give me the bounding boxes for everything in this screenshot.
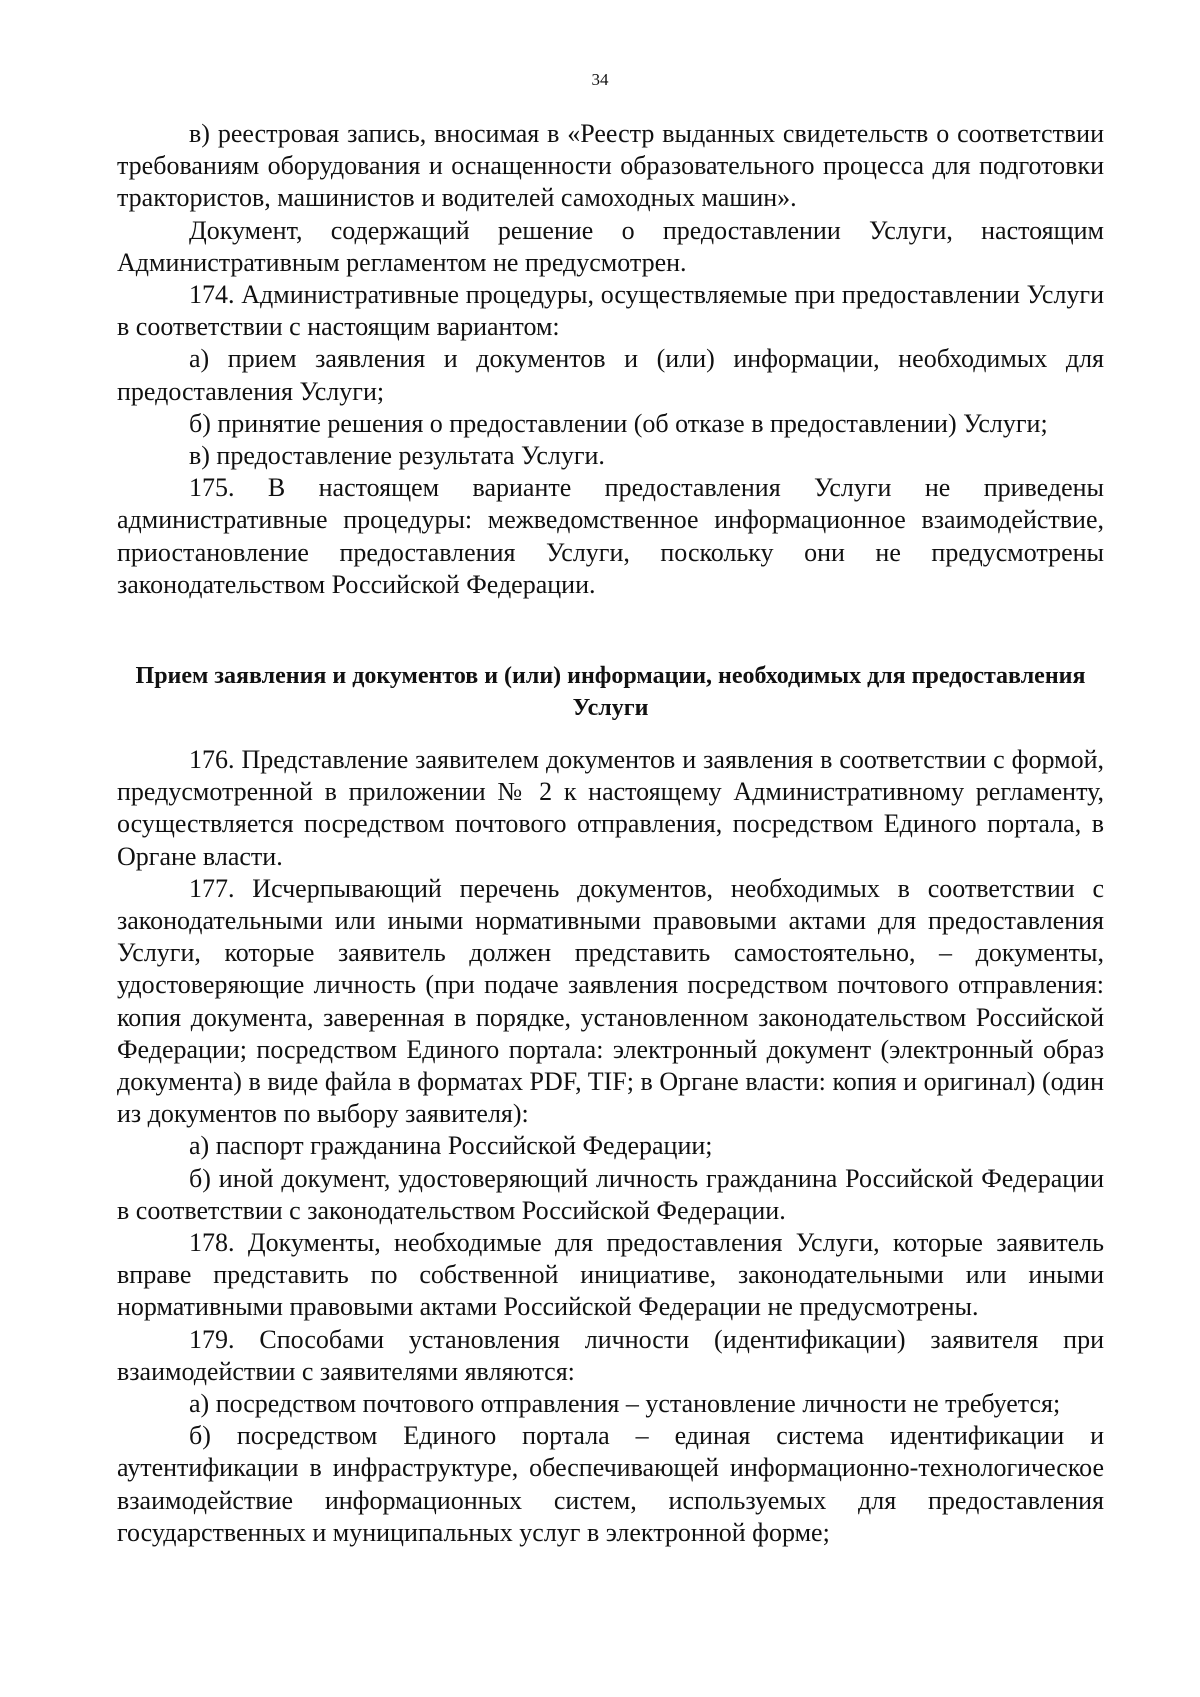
paragraph-178: 178. Документы, необходимые для предоставления Услуги, которые заявитель вправе представить по собственной инициативе, законодательными или иными нормативными правовыми актами Российской Федерации не предусмотрены. <box>117 1228 1104 1322</box>
paragraph-176: 176. Представление заявителем документов и заявления в соответствии с формой, предусмотренной в приложении № 2 к настоящему Административному регламенту, осуществляется посредством почтового отправления, посредством Единого портала, в Органе власти. <box>117 745 1104 871</box>
paragraph-registry-entry: в) реестровая запись, вносимая в «Реестр выданных свидетельств о соответствии требованиям оборудования и оснащенности образовательного процесса для подготовки трактористов, машинистов и водителей самоходных машин». <box>117 119 1104 213</box>
paragraph-175: 175. В настоящем варианте предоставления Услуги не приведены административные процедуры: межведомственное информационное взаимодействие, приостановление предоставления Услуги, поскольку они не предусмотрены законодательством Российской Федерации. <box>117 473 1104 599</box>
page-number: 34 <box>591 70 609 89</box>
list-item-174-a: а) прием заявления и документов и (или) информации, необходимых для предоставления Услуги; <box>117 344 1104 406</box>
paragraph-decision-document: Документ, содержащий решение о предоставлении Услуги, настоящим Административным регламентом не предусмотрен. <box>117 215 1104 277</box>
paragraph-177: 177. Исчерпывающий перечень документов, необходимых в соответствии с законодательными или иными нормативными правовыми актами для предоставления Услуги, которые заявитель должен представить самостоятельно, – документы, удостоверяющие личность (при подаче заявления посредством почтового отправления: копия документа, заверенная в порядке, установленном законодательством Российской Федерации; посредством Единого портала: электронный документ (электронный образ документа) в виде файла в форматах PDF, TIF; в Органе власти: копия и оригинал) (один из документов по выбору заявителя): <box>117 873 1104 1129</box>
document-body-top <box>117 118 1104 601</box>
paragraph-174: 174. Административные процедуры, осуществляемые при предоставлении Услуги в соответствии с настоящим вариантом: <box>117 280 1104 342</box>
list-item-174-b: б) принятие решения о предоставлении (об отказе в предоставлении) Услуги; <box>189 408 1048 438</box>
list-item-174-c: в) предоставление результата Услуги. <box>189 441 605 471</box>
paragraph-179: 179. Способами установления личности (идентификации) заявителя при взаимодействии с заявителями являются: <box>117 1324 1104 1386</box>
list-item-179-a: а) посредством почтового отправления – установление личности не требуется; <box>189 1389 1061 1419</box>
list-item-177-b: б) иной документ, удостоверяющий личность гражданина Российской Федерации в соответствии с законодательством Российской Федерации. <box>117 1163 1104 1225</box>
section-heading: Прием заявления и документов и (или) информации, необходимых для предоставления Услуги <box>135 663 1086 721</box>
list-item-177-a: а) паспорт гражданина Российской Федерации; <box>189 1131 713 1161</box>
list-item-179-b: б) посредством Единого портала – единая система идентификации и аутентификации в инфраструктуре, обеспечивающей информационно-технологическое взаимодействие информационных систем, используемых для предоставления государственных и муниципальных услуг в электронной форме; <box>117 1421 1104 1547</box>
document-body-bottom <box>117 744 1104 1549</box>
